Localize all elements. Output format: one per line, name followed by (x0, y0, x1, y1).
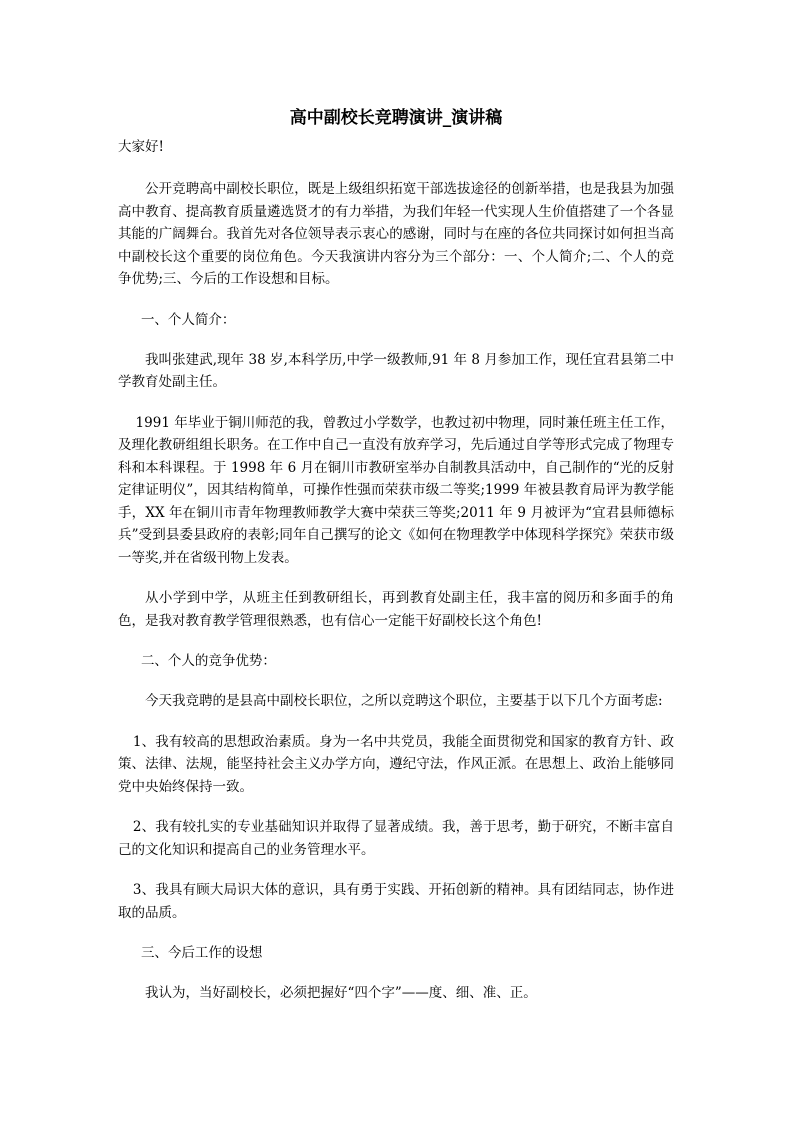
section-heading-advantages: 二、个人的竞争优势： (140, 653, 276, 669)
advantage-item-1: 1、我有较高的思想政治素质。身为一名中共党员，我能全面贯彻党和国家的教育方针、政策、法律、法规，能坚持社会主义办学方向，遵纪守法，作风正派。在思想上、政治上能够同党中央始终保持一致。 (118, 733, 674, 795)
experience-paragraph: 从小学到中学，从班主任到教研组长，再到教育处副主任，我丰富的阅历和多面手的角色，是我对教育教学管理很熟悉，也有信心一定能干好副校长这个角色! (118, 590, 674, 629)
advantage-item-3: 3、我具有顾大局识大体的意识，具有勇于实践、开拓创新的精神。具有团结同志，协作进取的品质。 (118, 882, 674, 921)
section-heading-profile: 一、个人简介： (140, 311, 236, 328)
section-heading-plans: 三、今后工作的设想 (140, 945, 263, 961)
greeting-line: 大家好! (118, 139, 164, 155)
document-body (118, 105, 674, 1023)
advantages-intro-paragraph: 今天我竞聘的是县高中副校长职位，之所以竞聘这个职位，主要基于以下几个方面考虑: (145, 693, 663, 709)
career-paragraph: 1991 年毕业于铜川师范的我，曾教过小学数学，也教过初中物理，同时兼任班主任工作，及理化教研组组长职务。在工作中自己一直没有放弃学习，先后通过自学等形式完成了物理专科和本科课程。于 1998 年 6 月在铜川市教研室举办自制教具活动中，自己制作的“光的反射定律证明仪”，因其结构简单，可操作性强而荣获市级二等奖;1999 年被县教育局评为教学能手，XX 年在铜川市青年物理教师教学大赛中荣获三等奖;2011 年 9 月被评为“宜君县师德标兵”受到县委县政府的表彰;同年自己撰写的论文《如何在物理教学中体现科学探究》荣获市级一等奖,并在省级刊物上发表。 (118, 414, 674, 566)
plans-paragraph: 我认为，当好副校长，必须把握好“四个字”——度、细、准、正。 (145, 985, 537, 1001)
advantage-item-2: 2、我有较扎实的专业基础知识并取得了显著成绩。我，善于思考，勤于研究，不断丰富自己的文化知识和提高自己的业务管理水平。 (118, 819, 674, 858)
document-title: 高中副校长竞聘演讲_演讲稿 (289, 108, 503, 128)
profile-paragraph: 我叫张建武,现年 38 岁,本科学历,中学一级教师,91 年 8 月参加工作，现任宜君县第二中学教育处副主任。 (118, 351, 674, 390)
intro-paragraph: 公开竞聘高中副校长职位，既是上级组织拓宽干部选拔途径的创新举措，也是我县为加强高中教育、提高教育质量遴选贤才的有力举措，为我们年轻一代实现人生价值搭建了一个各显其能的广阔舞台。我首先对各位领导表示衷心的感谢，同时与在座的各位共同探讨如何担当高中副校长这个重要的岗位角色。今天我演讲内容分为三个部分：一、个人简介;二、个人的竞争优势;三、今后的工作设想和目标。 (118, 181, 674, 287)
